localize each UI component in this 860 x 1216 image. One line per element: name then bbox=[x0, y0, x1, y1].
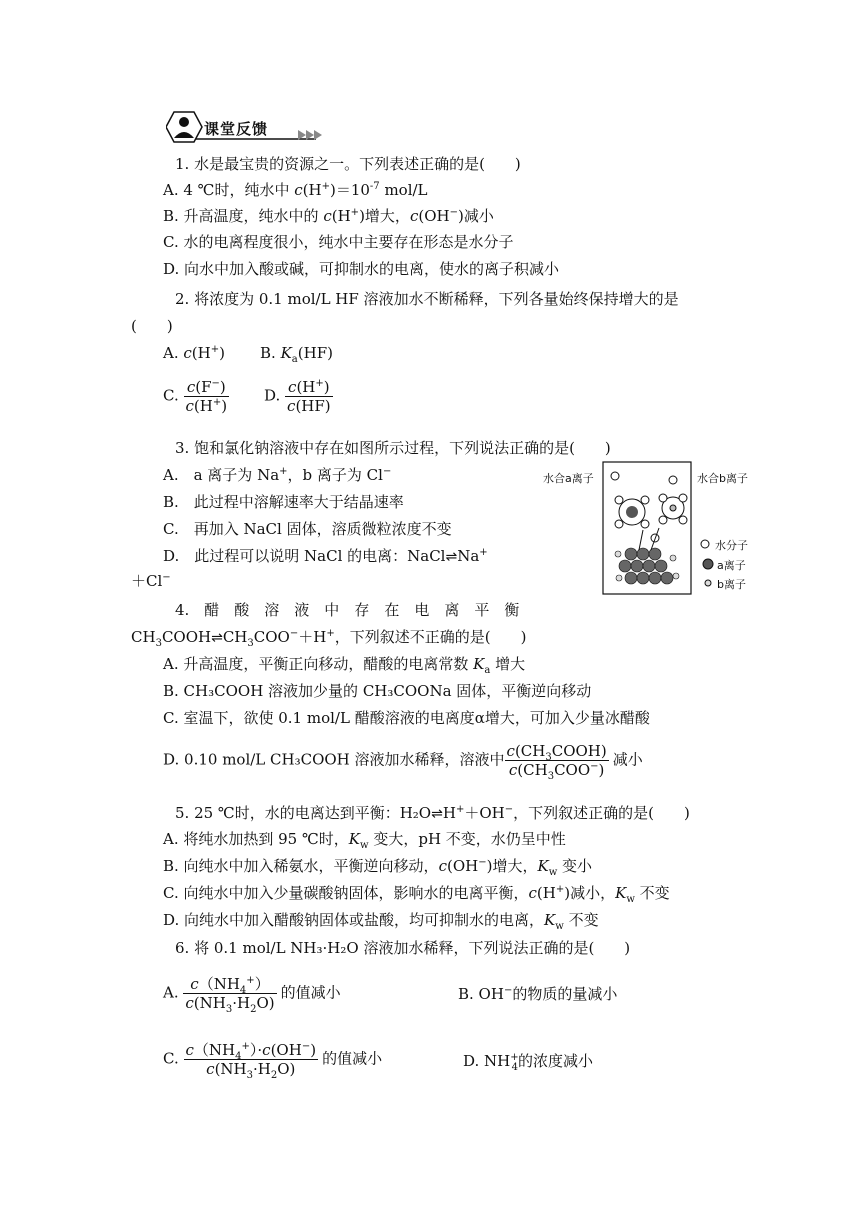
q2-option-d: D. $\frac{c(H^+)}{c(HF)}$ bbox=[264, 378, 331, 415]
legend-a-ion: a离子 bbox=[717, 559, 746, 572]
q5-option-d: D. 向纯水中加入醋酸钠固体或盐酸，均可抑制水的电离，$K_w$ 不变 bbox=[163, 911, 599, 932]
q6-stem: 6. 将 0.1 mol/L NH₃·H₂O 溶液加水稀释，下列说法正确的是( ) bbox=[175, 939, 631, 957]
label-hydrated-a: 水合a离子 bbox=[543, 472, 594, 485]
label-hydrated-b: 水合b离子 bbox=[697, 472, 748, 485]
q1-option-c: C. 水的电离程度很小，纯水中主要存在形态是水分子 bbox=[163, 233, 514, 251]
q3-option-d-cont: ＋Cl− bbox=[131, 572, 171, 590]
q3-option-a: A. a 离子为 Na+，b 离子为 Cl− bbox=[163, 466, 392, 484]
fraction: $\frac{c(NH_4^+)}{c(NH_3\cdot H_2O)}$ bbox=[185, 975, 275, 1015]
q2-option-b: B. $K_a(HF)$ bbox=[260, 344, 333, 365]
q1-option-d: D. 向水中加入酸或碱，可抑制水的电离，使水的离子积减小 bbox=[163, 260, 560, 278]
q1-stem: 1. 水是最宝贵的资源之一。下列表述正确的是( ) bbox=[175, 155, 521, 173]
q6-option-d: D. $NH^+_4$的浓度减小 bbox=[463, 1052, 594, 1073]
q3-option-b: B. 此过程中溶解速率大于结晶速率 bbox=[163, 493, 404, 511]
q5-stem: 5. 25 ℃时，水的电离达到平衡：H₂O⇌H+＋OH−，下列叙述正确的是( ) bbox=[175, 804, 690, 822]
q6-option-a: A. $\frac{c(NH_4^+)}{c(NH_3\cdot H_2O)}$ 的值减小 bbox=[163, 975, 341, 1015]
dissolution-figure bbox=[533, 458, 761, 598]
fraction: $\frac{c(NH_4^+)\cdot c(OH^-)}{c(NH_3\cdot H_2O)}$ bbox=[185, 1041, 317, 1081]
fraction: $\frac{c(H^+)}{c(HF)}$ bbox=[287, 378, 331, 415]
q4-option-d: D. 0.10 mol/L CH₃COOH 溶液加水稀释，溶液中 $\frac{c(CH_3COOH)}{c(CH_3COO^-)}$ 减小 bbox=[163, 742, 643, 782]
q2-option-a: A. c(H+) bbox=[163, 344, 225, 362]
section-header bbox=[166, 110, 326, 144]
q3-option-c: C. 再加入 NaCl 固体，溶质微粒浓度不变 bbox=[163, 520, 452, 538]
q4-option-a: A. 升高温度，平衡正向移动，醋酸的电离常数 $K_a$ 增大 bbox=[163, 655, 526, 676]
q2-paren: ( ) bbox=[131, 317, 173, 335]
section-title: 课堂反馈 bbox=[204, 120, 269, 138]
q4-option-b: B. CH₃COOH 溶液加少量的 CH₃COONa 固体，平衡逆向移动 bbox=[163, 682, 592, 700]
fraction: $\frac{c(F^-)}{c(H^+)}$ bbox=[185, 378, 228, 415]
person-icon bbox=[179, 117, 189, 127]
q6-option-b: B. OH−的物质的量减小 bbox=[458, 985, 618, 1003]
q1-option-b: B. 升高温度，纯水中的 c(H+)增大，c(OH−)减小 bbox=[163, 207, 494, 225]
q4-stem: 4. 醋 酸 溶 液 中 存 在 电 离 平 衡 bbox=[175, 601, 520, 619]
q4-option-c: C. 室温下，欲使 0.1 mol/L 醋酸溶液的电离度α增大，可加入少量冰醋酸 bbox=[163, 709, 650, 727]
q2-option-c: C. $\frac{c(F^-)}{c(H^+)}$ bbox=[163, 378, 228, 415]
q2-stem: 2. 将浓度为 0.1 mol/L HF 溶液加水不断稀释，下列各量始终保持增大的是 bbox=[175, 290, 679, 308]
fraction: $\frac{c(CH_3COOH)}{c(CH_3COO^-)}$ bbox=[506, 742, 607, 782]
legend-water: 水分子 bbox=[715, 539, 748, 552]
q6-option-c: C. $\frac{c(NH_4^+)\cdot c(OH^-)}{c(NH_3\cdot H_2O)}$ 的值减小 bbox=[163, 1041, 383, 1081]
legend-b-ion: b离子 bbox=[717, 578, 746, 591]
q3-stem: 3. 饱和氯化钠溶液中存在如图所示过程，下列说法正确的是( ) bbox=[175, 439, 611, 457]
q5-option-c: C. 向纯水中加入少量碳酸钠固体，影响水的电离平衡，c(H+)减小，$K_w$ 不变 bbox=[163, 884, 670, 905]
q1-option-a: A. 4 ℃时，纯水中 $c(H^+)=10^{-7}$ mol/L bbox=[163, 181, 428, 199]
q5-option-a: A. 将纯水加热到 95 ℃时，$K_w$ 变大，pH 不变，水仍呈中性 bbox=[163, 830, 566, 851]
q5-option-b: B. 向纯水中加入稀氨水，平衡逆向移动，c(OH−)增大，$K_w$ 变小 bbox=[163, 857, 593, 878]
q3-option-d: D. 此过程可以说明 NaCl 的电离：NaCl⇌Na+ bbox=[163, 547, 488, 565]
q4-stem-cont: $CH_3COOH\rightleftharpoons CH_3COO^-+H^+$，下列叙述不正确的是( ) bbox=[131, 628, 527, 649]
